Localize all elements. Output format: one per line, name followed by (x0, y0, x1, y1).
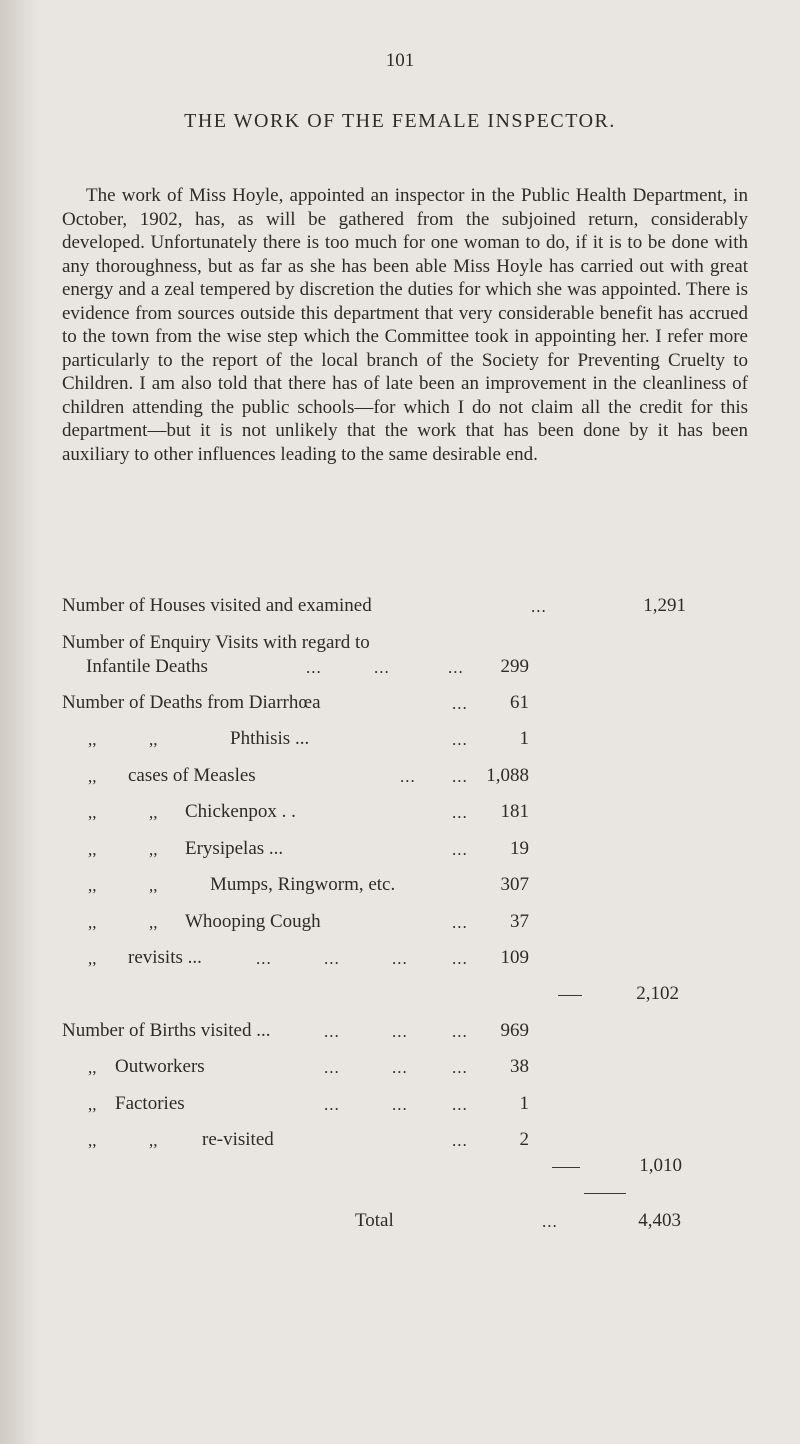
leader-dots: ... (452, 1022, 468, 1041)
leader-dots: ... (452, 803, 468, 822)
leader-dots: ... (452, 949, 468, 968)
subtotal-rule (552, 1167, 580, 1168)
leader-dots: ... (392, 949, 408, 968)
leader-dots: ... (374, 658, 390, 677)
houses-label: Number of Houses visited and examined (62, 595, 372, 616)
page-edge-shadow (0, 0, 40, 1444)
leader-dots: ... (452, 730, 468, 749)
whooping-cough-value: 37 (510, 911, 529, 932)
ditto-mark: ,, (149, 876, 158, 895)
enquiry-value: 299 (500, 656, 529, 677)
chickenpox-label: Chickenpox . . (185, 801, 296, 822)
chickenpox-value: 181 (500, 801, 529, 822)
ditto-mark: ,, (88, 1131, 97, 1150)
leader-dots: ... (542, 1212, 558, 1231)
ditto-mark: ,, (149, 913, 158, 932)
ditto-mark: ,, (88, 1095, 97, 1114)
leader-dots: ... (306, 658, 322, 677)
ditto-mark: ,, (88, 840, 97, 859)
leader-dots: ... (400, 767, 416, 786)
phthisis-label: Phthisis ... (230, 728, 310, 749)
leader-dots: ... (324, 1022, 340, 1041)
leader-dots: ... (324, 1058, 340, 1077)
leader-dots: ... (392, 1022, 408, 1041)
factories-label: Factories (115, 1093, 185, 1114)
leader-dots: ... (452, 1131, 468, 1150)
total-value: 4,403 (638, 1210, 681, 1231)
total-label: Total (355, 1210, 394, 1231)
leader-dots: ... (448, 658, 464, 677)
leader-dots: ... (392, 1095, 408, 1114)
phthisis-value: 1 (519, 728, 529, 749)
leader-dots: ... (324, 1095, 340, 1114)
enquiry-label-line1: Number of Enquiry Visits with regard to (62, 632, 370, 653)
ditto-mark: ,, (88, 876, 97, 895)
enquiry-label-line2: Infantile Deaths (86, 656, 208, 677)
total-rule (584, 1193, 626, 1194)
measles-value: 1,088 (486, 765, 529, 786)
mumps-label: Mumps, Ringworm, etc. (210, 874, 396, 895)
page-title: THE WORK OF THE FEMALE INSPECTOR. (184, 110, 616, 132)
whooping-cough-label: Whooping Cough (185, 911, 321, 932)
diarrhoea-value: 61 (510, 692, 529, 713)
ditto-mark: ,, (149, 730, 158, 749)
ditto-mark: ,, (149, 803, 158, 822)
ditto-mark: ,, (149, 1131, 158, 1150)
leader-dots: ... (452, 840, 468, 859)
leader-dots: ... (256, 949, 272, 968)
houses-value: 1,291 (643, 595, 686, 616)
births-value: 969 (500, 1020, 529, 1041)
erysipelas-value: 19 (510, 838, 529, 859)
leader-dots: ... (324, 949, 340, 968)
subtotal-rule (558, 995, 582, 996)
erysipelas-label: Erysipelas ... (185, 838, 284, 859)
leader-dots: ... (452, 767, 468, 786)
births-label: Number of Births visited ... (62, 1020, 271, 1041)
ditto-mark: ,, (88, 1058, 97, 1077)
measles-label: cases of Measles (128, 765, 256, 786)
leader-dots: ... (452, 1095, 468, 1114)
diarrhoea-label: Number of Deaths from Diarrhœa (62, 692, 321, 713)
revisits-label: revisits ... (128, 947, 202, 968)
revisited-value: 2 (519, 1129, 529, 1150)
revisited-label: re-visited (202, 1129, 274, 1150)
leader-dots: ... (452, 913, 468, 932)
ditto-mark: ,, (88, 913, 97, 932)
revisits-value: 109 (500, 947, 529, 968)
outworkers-value: 38 (510, 1056, 529, 1077)
ditto-mark: ,, (149, 840, 158, 859)
body-paragraph: The work of Miss Hoyle, appointed an inspector in the Public Health Department, in October, 1902, has, as will be gathered from the subjoined return, considerably developed. Unfortunately there is too much for one woman to do, if it is to be done with any thoroughness, but as far as she has been able Miss Hoyle has carried out with great energy and a zeal tempered by discretion the duties for which she was appointed. There is evidence from sources outside this department that very considerable benefit has accrued to the town from the wise step which the Committee took in appointing her. I refer more particularly to the report of the local branch of the Society for Preventing Cruelty to Children. I am also told that there has of late been an improvement in the cleanliness of children attending the public schools—for which I do not claim all the credit for this department—but it is not unlikely that the work that has been done by it has been auxiliary to other influences leading to the same desirable end. (62, 185, 748, 465)
leader-dots: ... (531, 597, 547, 616)
ditto-mark: ,, (88, 803, 97, 822)
page-number: 101 (385, 50, 415, 71)
outworkers-label: Outworkers (115, 1056, 205, 1077)
mumps-value: 307 (500, 874, 529, 895)
ditto-mark: ,, (88, 767, 97, 786)
leader-dots: ... (392, 1058, 408, 1077)
subtotal-1: 2,102 (636, 983, 679, 1004)
leader-dots: ... (452, 694, 468, 713)
leader-dots: ... (452, 1058, 468, 1077)
ditto-mark: ,, (88, 949, 97, 968)
ditto-mark: ,, (88, 730, 97, 749)
factories-value: 1 (519, 1093, 529, 1114)
subtotal-2: 1,010 (639, 1155, 682, 1176)
